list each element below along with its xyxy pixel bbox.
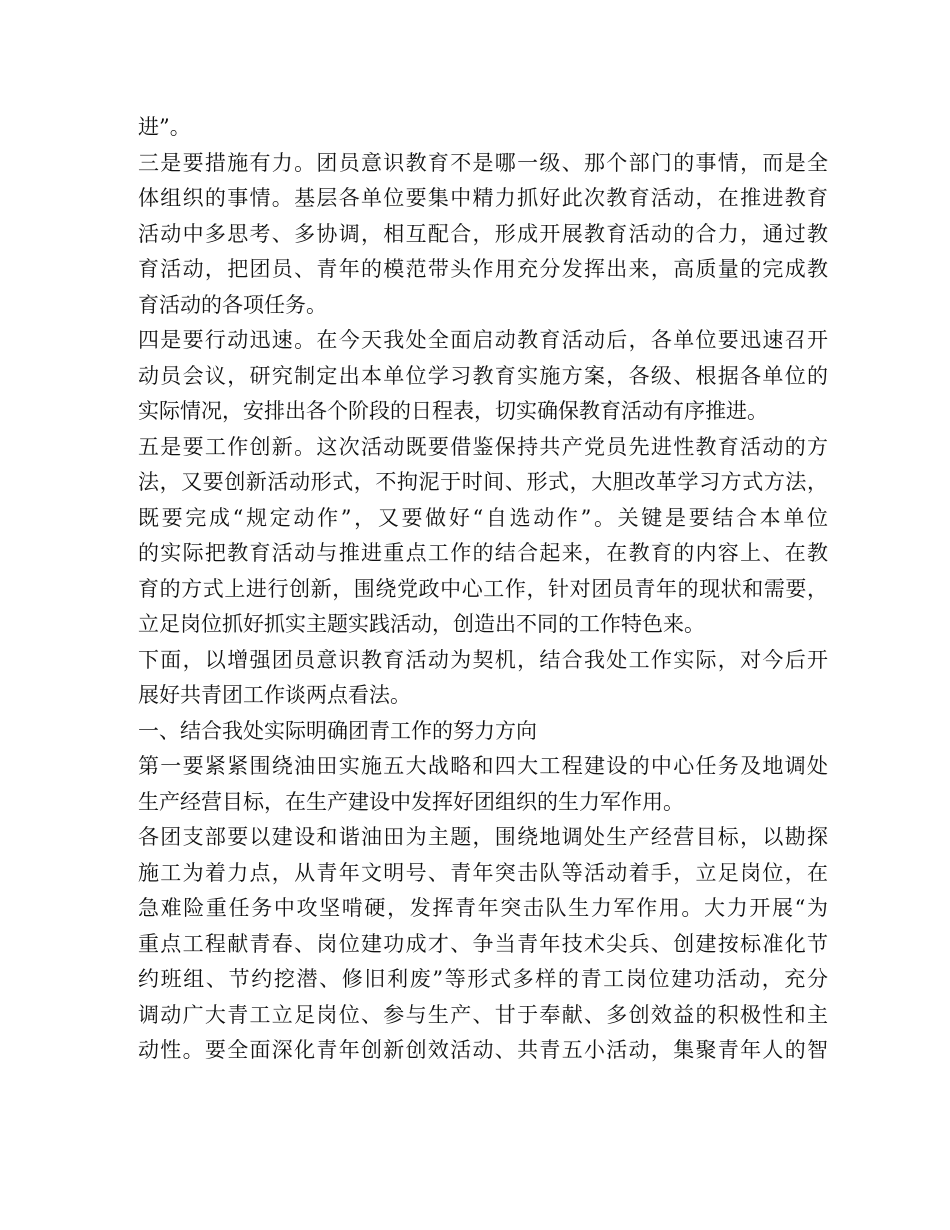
text-line: 动员会议，研究制定出本单位学习教育实施方案，各级、根据各单位的 xyxy=(138,363,828,388)
text-line: 活动中多思考、多协调，相互配合，形成开展教育活动的合力，通过教 xyxy=(138,221,828,246)
text-line: 约班组、节约挖潜、修旧利废”等形式多样的青工岗位建功活动，充分 xyxy=(138,967,828,991)
text-line: 施工为着力点，从青年文明号、青年突击队等活动着手，立足岗位，在 xyxy=(138,860,828,885)
document-body xyxy=(138,110,828,1069)
text-line: 急难险重任务中攻坚啃硬，发挥青年突击队生力军作用。大力开展“为 xyxy=(138,896,828,920)
text-line: 展好共青团工作谈两点看法。 xyxy=(138,683,411,707)
text-line: 法，又要创新活动形式，不拘泥于时间、形式，大胆改革学习方式方法， xyxy=(138,470,828,494)
text-line: 第一要紧紧围绕油田实施五大战略和四大工程建设的中心任务及地调处 xyxy=(138,754,828,778)
text-line: 育活动，把团员、青年的模范带头作用充分发挥出来，高质量的完成教 xyxy=(138,257,828,281)
text-line: 的实际把教育活动与推进重点工作的结合起来，在教育的内容上、在教 xyxy=(138,541,828,565)
text-line: 调动广大青工立足岗位、参与生产、甘于奉献、多创效益的积极性和主 xyxy=(138,1002,828,1027)
text-line: 一、结合我处实际明确团青工作的努力方向 xyxy=(138,718,537,743)
text-line: 动性。要全面深化青年创新创效活动、共青五小活动，集聚青年人的智 xyxy=(138,1038,828,1062)
text-line: 五是要工作创新。这次活动既要借鉴保持共产党员先进性教育活动的方 xyxy=(138,434,828,459)
text-line: 进”。 xyxy=(138,115,191,139)
text-line: 三是要措施有力。团员意识教育不是哪一级、那个部门的事情，而是全 xyxy=(138,150,828,175)
text-line: 既要完成“规定动作”，又要做好“自选动作”。关键是要结合本单位 xyxy=(138,505,828,530)
text-line: 重点工程献青春、岗位建功成才、争当青年技术尖兵、创建按标准化节 xyxy=(138,931,828,956)
text-line: 四是要行动迅速。在今天我处全面启动教育活动后，各单位要迅速召开 xyxy=(138,328,828,352)
text-line: 生产经营目标，在生产建设中发挥好团组织的生力军作用。 xyxy=(138,789,684,814)
text-line: 各团支部要以建设和谐油田为主题，围绕地调处生产经营目标，以勘探 xyxy=(138,825,828,849)
text-line: 立足岗位抓好抓实主题实践活动，创造出不同的工作特色来。 xyxy=(138,612,705,636)
text-line: 育的方式上进行创新，围绕党政中心工作，针对团员青年的现状和需要， xyxy=(138,576,828,601)
text-line: 育活动的各项任务。 xyxy=(138,292,327,317)
text-line: 体组织的事情。基层各单位要集中精力抓好此次教育活动，在推进教育 xyxy=(138,186,828,210)
text-line: 下面，以增强团员意识教育活动为契机，结合我处工作实际，对今后开 xyxy=(138,647,828,672)
text-line: 实际情况，安排出各个阶段的日程表，切实确保教育活动有序推进。 xyxy=(138,399,768,423)
